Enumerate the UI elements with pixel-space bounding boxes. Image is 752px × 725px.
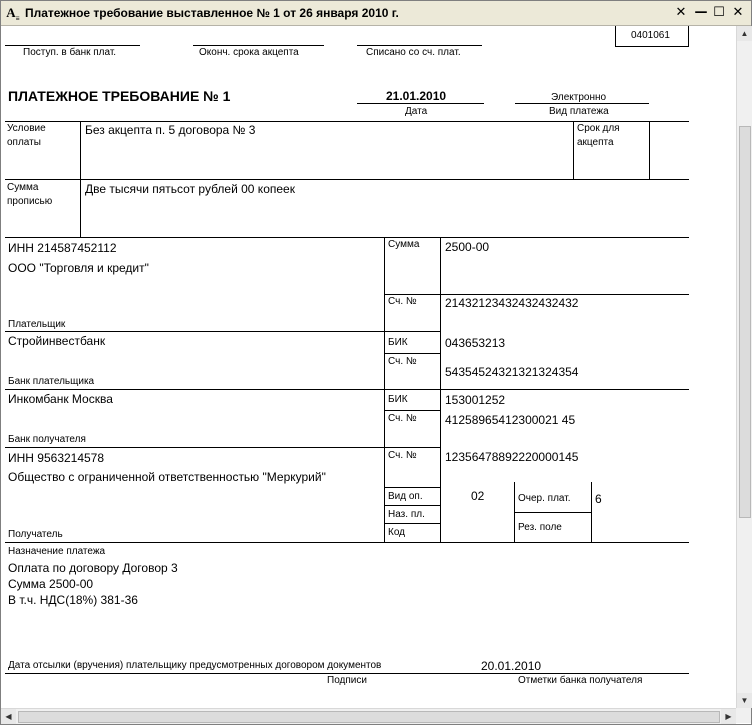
condition-divider <box>80 121 81 179</box>
accept-term-divider <box>573 121 574 179</box>
scroll-left-icon[interactable]: ◀ <box>1 709 16 724</box>
accept-term-label-2: акцепта <box>577 137 614 148</box>
ocher-value: 6 <box>595 492 602 506</box>
payee-bank-top-line <box>5 389 689 390</box>
form-date: 21.01.2010 <box>386 89 447 103</box>
ocher-label: Очер. плат. <box>518 493 571 504</box>
dispatch-label: Дата отсылки (вручения) плательщику предусмотренных договором документов <box>8 660 382 671</box>
form-title: ПЛАТЕЖНОЕ ТРЕБОВАНИЕ № 1 <box>8 88 231 104</box>
title-bar <box>1 1 751 26</box>
sum-words-label-1: Сумма <box>7 182 39 193</box>
payment-type: Электронно <box>551 92 607 103</box>
sum-words-divider <box>80 179 81 237</box>
payee-bank-name: Инкомбанк Москва <box>8 392 113 406</box>
payer-sum-label: Сумма <box>388 239 420 250</box>
resize-grip[interactable] <box>736 708 751 723</box>
sum-words-value: Две тысячи пятьсот рублей 00 копеек <box>85 182 295 196</box>
payee-bank-acc-label: Сч. № <box>388 413 417 424</box>
payer-inn: ИНН 214587452112 <box>8 241 117 255</box>
date-line <box>357 103 484 104</box>
payer-top-line <box>5 237 689 238</box>
close-button[interactable]: ✕ <box>732 5 744 20</box>
payer-bank-name: Стройинвестбанк <box>8 334 106 348</box>
condition-label-2: оплаты <box>7 137 41 148</box>
date-label: Дата <box>405 106 428 117</box>
payee-bank-acc-value: 41258965412300021 45 <box>445 413 576 427</box>
kod-line <box>384 523 441 524</box>
signatures-label: Подписи <box>327 675 367 686</box>
window-title: Платежное требование выставленное № 1 от 26 января 2010 г. <box>25 6 399 20</box>
payee-bank-bik-line <box>384 410 441 411</box>
payer-label: Плательщик <box>8 319 66 330</box>
received-line <box>5 45 140 46</box>
purpose-top-line <box>5 542 689 543</box>
scroll-right-icon[interactable]: ▶ <box>721 709 736 724</box>
horizontal-scrollbar[interactable] <box>1 708 736 724</box>
purpose-label: Назначение платежа <box>8 546 106 557</box>
condition-value: Без акцепта п. 5 договора № 3 <box>85 123 256 137</box>
okud-code: 0401061 <box>631 30 670 41</box>
close-small-icon[interactable]: ✕ <box>675 5 687 20</box>
payer-name: ООО "Торговля и кредит" <box>8 261 149 275</box>
scroll-down-icon[interactable]: ▼ <box>737 693 752 708</box>
vid-op-value: 02 <box>471 489 485 503</box>
sum-words-label-2: прописью <box>7 196 53 207</box>
debited-line <box>357 45 482 46</box>
maximize-button[interactable]: ☐ <box>713 5 725 20</box>
payer-bank-acc-value: 54354524321321324354 <box>445 365 579 379</box>
signatures-top-line <box>5 673 689 674</box>
payer-bank-label: Банк плательщика <box>8 376 95 387</box>
accept-end-label: Оконч. срока акцепта <box>199 47 299 58</box>
payer-bank-bik-value: 043653213 <box>445 336 506 350</box>
payer-bank-bik-line <box>384 353 441 354</box>
naz-pl-label: Наз. пл. <box>388 509 425 520</box>
payment-type-label: Вид платежа <box>549 106 609 117</box>
payment-form <box>1 26 736 708</box>
payment-type-line <box>515 103 649 104</box>
payer-bank-acc-label: Сч. № <box>388 356 417 367</box>
payee-bank-bik-value: 153001252 <box>445 393 506 407</box>
purpose-line-2: Сумма 2500-00 <box>8 577 94 591</box>
accept-term-label-1: Срок для <box>577 123 620 134</box>
payer-bank-bik-label: БИК <box>388 337 408 348</box>
rez-label: Рез. поле <box>518 522 562 533</box>
payer-acc-value: 21432123432432432432 <box>445 296 579 310</box>
vertical-scroll-thumb[interactable] <box>739 126 751 518</box>
payee-acc-value: 12356478892220000145 <box>445 450 579 464</box>
condition-top-line <box>5 121 689 122</box>
kod-label: Код <box>388 527 406 538</box>
payer-sum-value: 2500-00 <box>445 240 490 254</box>
vertical-scrollbar[interactable] <box>736 26 752 708</box>
payee-inn: ИНН 9563214578 <box>8 451 105 465</box>
payee-top-line <box>5 447 441 448</box>
vid-op-label: Вид оп. <box>388 491 423 502</box>
payer-bank-top-line <box>5 331 441 332</box>
document-app-icon: $A_\equiv$ <box>6 5 20 23</box>
vid-op-top-line <box>384 487 441 488</box>
sum-words-top-line <box>5 179 689 180</box>
condition-label-1: Условие <box>7 123 46 134</box>
payer-acc-line <box>384 294 689 295</box>
dispatch-date: 20.01.2010 <box>481 659 542 673</box>
received-label: Поступ. в банк плат. <box>23 47 117 58</box>
accept-term-divider-2 <box>649 121 650 179</box>
naz-pl-line <box>384 505 441 506</box>
purpose-line-3: В т.ч. НДС(18%) 381-36 <box>8 593 138 607</box>
payee-name: Общество с ограниченной ответственностью "Меркурий" <box>8 470 326 484</box>
horizontal-scroll-thumb[interactable] <box>18 711 720 723</box>
purpose-line-1: Оплата по договору Договор 3 <box>8 561 178 575</box>
payee-bank-label: Банк получателя <box>8 434 86 445</box>
bank-marks-label: Отметки банка получателя <box>518 675 643 686</box>
accept-end-line <box>193 45 324 46</box>
payee-label: Получатель <box>8 529 63 540</box>
rez-line <box>514 512 592 513</box>
debited-label: Списано со сч. плат. <box>366 47 461 58</box>
payee-bank-bik-label: БИК <box>388 394 408 405</box>
scroll-up-icon[interactable]: ▲ <box>737 26 752 41</box>
minimize-button[interactable]: — <box>694 5 708 20</box>
payer-acc-label: Сч. № <box>388 296 417 307</box>
payee-acc-label: Сч. № <box>388 450 417 461</box>
